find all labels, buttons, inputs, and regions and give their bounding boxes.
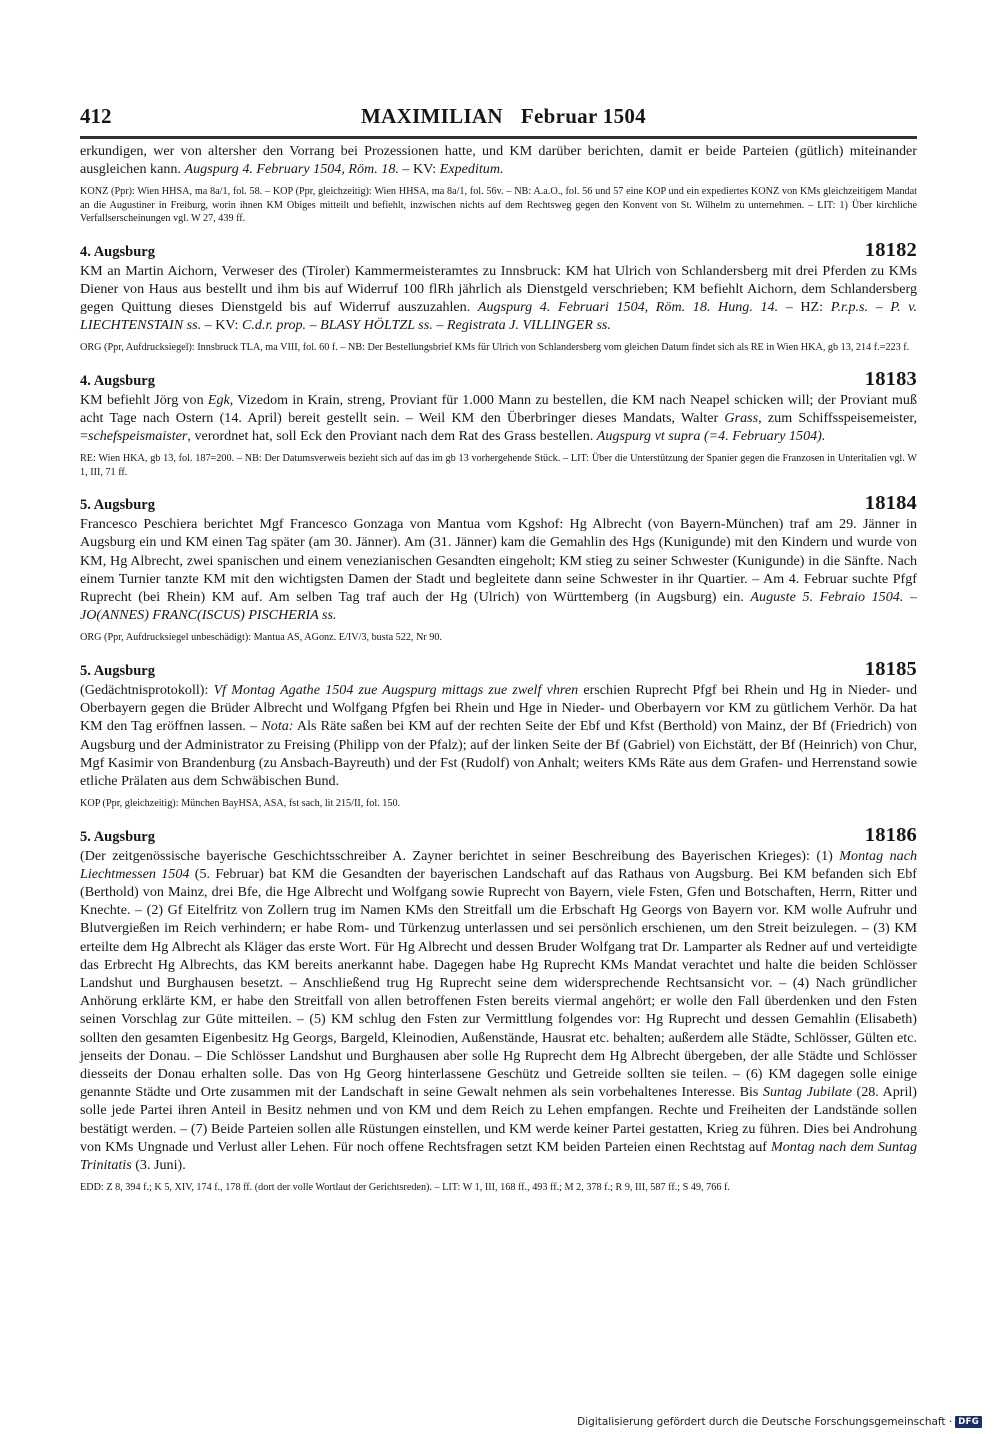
entry-body: (Gedächtnisprotokoll): Vf Montag Agathe 1504 zue Augspurg mittags zue zwelf vhren erschien Ruprecht Pfgf bei Rhein und Hg in Nieder- und Oberbayern gegen die Brüder Albrecht und Wolfgang Pfgfen bei Rhein und Hge in Nieder- und Oberbayern vor KM zu gütlichem Verhör. Da hat KM den Tag eröffnen lassen. – Nota: Als Räte saßen bei KM auf der rechten Seite der Ebf und Kfst (Berthold) von Mainz, der Bf (Friedrich) von Augsburg und der Administrator zu Freising (Philipp von der Pfalz); auf der linken Seite der Bf (Gabriel) von Eichstätt, der Bf (Heinrich) von Chur, Mgf Kasimir von Brandenburg (zu Ansbach-Bayreuth) und der Fst (Rudolf) von Anhalt; weiters KMs Räte aus dem Grafen- und Herrenstand sowie etliche Prälaten aus dem Schwäbischen Bund.	[80, 681, 918, 789]
entry-heading	[80, 492, 917, 515]
entry-number: 18185	[864, 657, 917, 680]
page-number: 412	[80, 104, 112, 128]
footer: Digitalisierung gefördert durch die Deutsche Forschungsgemeinschaft · DFG	[577, 1416, 982, 1428]
entry-note: KOP (Ppr, gleichzeitig): München BayHSA, ASA, fst sach, lit 215/II, fol. 150.	[80, 798, 401, 810]
entry-body: Francesco Peschiera berichtet Mgf Francesco Gonzaga von Mantua vom Kgshof: Hg Albrecht (von Bayern-München) traf am 29. Jänner in Augsburg ein und KM einen Tag später (am 30. Jänner). Am (31. Jänner) kam die Gemahlin des Hgs (Kunigunde) mit den Kindern und wurde von KM, Hg Albrecht, zwei spanischen und einem venezianischen Gesandten eingeholt; KM stieg zu seiner Schwester (Kunigunde) in die Sänfte. Nach einem Turnier tanzte KM mit den wichtigsten Damen der Stadt und begleitete dann seine Schwester in ihr Quartier. – Am 4. Februar suchte Pfgf Ruprecht (bei Rhein) KM auf. Am selben Tag traf auch der Hg (Ulrich) von Württemberg (in Augsburg) ein. Auguste 5. Febraio 1504. – JO(ANNES) FRANC(ISCUS) PISCHERIA ss.	[80, 516, 918, 624]
entry-note: ORG (Ppr, Aufdrucksiegel unbeschädigt): Mantua AS, AGonz. E/IV/3, busta 522, Nr 90.	[80, 632, 443, 644]
entry-place: 5. Augsburg	[80, 662, 155, 679]
entry-place: 4. Augsburg	[80, 243, 155, 260]
entry-body: (Der zeitgenössische bayerische Geschichtsschreiber A. Zayner berichtet in seiner Beschreibung des Bayerischen Krieges): (1) Montag nach Liechtmessen 1504 (5. Februar) bat KM die Gesandten der bayerischen Landschaft auf das Rathaus von Augsburg. Bei KM befanden sich Ebf (Berthold) von Mainz, drei Bfe, die Hge Albrecht und Wolfgang sowie Ruprecht von Bayern, viele Fsten, Gfen und Botschaften, Herrn, Ritter und Knechte. – (2) Gf Eitelfritz von Zollern trug im Namen KMs den Streitfall um die Erbschaft Hg Georgs von Bayern vor. KM wolle Aufruhr und Blutvergießen im Reich verhindern; er habe Rom- und Türkenzug unterlassen und sei persönlich erschienen, um den Streit beizulegen. – (3) KM erteilte dem Hg Albrecht als Kläger das erste Wort. Für Hg Albrecht und dessen Bruder Wolfgang trat Dr. Lamparter als Redner auf und verteidigte das Erbrecht Hg Albrechts, das KM bereits anerkannt habe. Dagegen habe Hg Ruprecht KMs Mandat verachtet und halte die beiden Schlösser Landshut und Burghausen besetzt. – Anschließend trug Hg Ruprecht seine dem widersprechende Rechtsansicht vor. – (4) Nach gründlicher Anhörung erklärte KM, er habe den Streitfall von allen betroffenen Fsten bereits viermal angehört; er wolle den Fall überdenken und den Fsten seinen Vorschlag zur Güte mitteilen. – (5) KM schlug den Fsten zur Vermittlung folgendes vor: Hg Ruprecht und dessen Gemahlin (Elisabeth) sollten den gesamten Eigenbesitz Hg Georgs, Bargeld, Kleinodien, Außenstände, Hausrat etc. behalten; außerdem alle Städte, Schlösser, Gülten etc. jenseits der Donau. – Die Schlösser Landshut und Burghausen aber solle Hg Ruprecht dem Hg Albrecht übergeben, der alle Städte und Schlösser diesseits der Donau erhalten solle. Das von Hg Georg hinterlassene Geschütz und Getreide sollten sie teilen. – (6) KM dagegen solle einige genannte Städte und Orte zusammen mit der Landschaft in seine Gewalt nehmen als sein vorbehaltenes Interesse. Bis Suntag Jubilate (28. April) solle jede Partei ihren Anteil in Besitz nehmen und von KM und dem Reich zu Lehen empfangen. Rechte und Freiheiten der Landstände sollen bestätigt werden. – (7) Beide Parteien sollen alle Rüstungen einstellen, und KM werde keiner Partei gestatten, Krieg zu führen. Dies bei Androhung von KMs Ungnade und Verlust aller Lehen. Für noch offene Rechtsfragen setzt KM beiden Parteien einen Rechtstag auf Montag nach dem Suntag Trinitatis (3. Juni).	[80, 847, 918, 1173]
header-right: Februar 1504	[520, 104, 646, 128]
entry-18182	[80, 239, 917, 355]
header-title	[200, 104, 807, 129]
entry-number: 18186	[864, 823, 917, 846]
entry-18184	[80, 492, 917, 645]
document-page	[80, 104, 917, 1195]
entry-body: KM an Martin Aichorn, Verweser des (Tiroler) Kammermeisteramtes zu Innsbruck: KM hat Ulrich von Schlandersberg mit drei Pferden zu KMs Diener von Haus aus bestellt und ihm bis auf Widerruf 100 flRh jährlich als Dienstgeld verschrieben; KM befiehlt Aichorn, dem Schlandersberg gegen Quittung dieses Dienstgeld bis auf Widerruf auszuzahlen. Augspurg 4. Februari 1504, Röm. 18. Hung. 14. – HZ: P.r.p.s. – P. v. LIECHTENSTAIN ss. – KV: C.d.r. prop. – BLASY HÖLTZL ss. – Registrata J. VILLINGER ss.	[80, 262, 917, 334]
entry-heading	[80, 368, 917, 391]
header-rule	[80, 136, 917, 139]
entry-number: 18182	[864, 238, 917, 261]
entry-place: 4. Augsburg	[80, 372, 155, 389]
header-left: MAXIMILIAN	[361, 104, 503, 128]
entry-heading	[80, 239, 917, 262]
entry-note: ORG (Ppr, Aufdrucksiegel): Innsbruck TLA, ma VIII, fol. 60 f. – NB: Der Bestellungsbrief KMs für Ulrich von Schlandersberg vom gleichen Datum findet sich als RE in Wien HKA, gb 13, 214 f.=223 f.	[80, 342, 910, 354]
entry-number: 18183	[864, 367, 917, 390]
entry-place: 5. Augsburg	[80, 828, 155, 845]
entry-body: KM befiehlt Jörg von Egk, Vizedom in Krain, streng, Proviant für 1.000 Mann zu bestellen, die KM nach Neapel schicken will; der Proviant muß acht Tage nach Ostern (14. April) bereit gestellt sein. – Weil KM den Überbringer dieses Mandats, Walter Grass, zum Schiffsspeisemeister, =schefspeismaister, verordnet hat, soll Eck den Proviant nach dem Rat des Grass bestellen. Augspurg vt supra (=4. February 1504).	[80, 391, 917, 445]
running-header	[80, 104, 917, 134]
entry-number: 18184	[864, 492, 917, 515]
entry-heading	[80, 658, 917, 681]
entry-18183	[80, 368, 917, 479]
entry-note: EDD: Z 8, 394 f.; K 5, XIV, 174 f., 178 ff. (dort der volle Wortlaut der Gerichtsreden). – LIT: W 1, III, 168 ff., 493 ff.; M 2, 378 f.; R 9, III, 587 ff.; S 49, 766 f.	[80, 1182, 730, 1194]
footer-text: Digitalisierung gefördert durch die Deutsche Forschungsgemeinschaft	[577, 1416, 946, 1428]
entry-18185	[80, 658, 917, 811]
entry-list	[80, 239, 917, 1195]
continuation-note: KONZ (Ppr): Wien HHSA, ma 8a/1, fol. 58. – KOP (Ppr, gleichzeitig): Wien HHSA, ma 8a/1, fol. 56v. – NB: A.a.O., fol. 56 und 57 eine KOP und ein expediertes KONZ von KMs gleichzeitigem Mandat an die Augustiner in Freiburg, worin ihnen KM Obiges mitteilt und befiehlt, inzwischen nichts auf dem Rechtsweg gegen den Konvent von St. Wilhelm zu unternehmen. – LIT: 1) Über kirchliche Verfallserscheinungen vgl. W 27, 439 ff.	[80, 186, 917, 225]
entry-place: 5. Augsburg	[80, 497, 155, 514]
dfg-logo: DFG	[955, 1416, 982, 1428]
entry-heading	[80, 824, 917, 847]
continuation-body: erkundigen, wer von altersher den Vorrang bei Prozessionen hatte, und KM darüber berichten, damit er beide Parteien (gütlich) miteinander ausgleichen kann. Augspurg 4. February 1504, Röm. 18. – KV: Expeditum.	[80, 143, 917, 178]
entry-note: RE: Wien HKA, gb 13, fol. 187=200. – NB: Der Datumsverweis bezieht sich auf das im gb 13 vorhergehende Stück. – LIT: Über die Unterstützung der Spanier gegen die Franzosen in Unteritalien vgl. W 1, III, 71 ff.	[80, 453, 917, 478]
entry-18186	[80, 824, 917, 1195]
